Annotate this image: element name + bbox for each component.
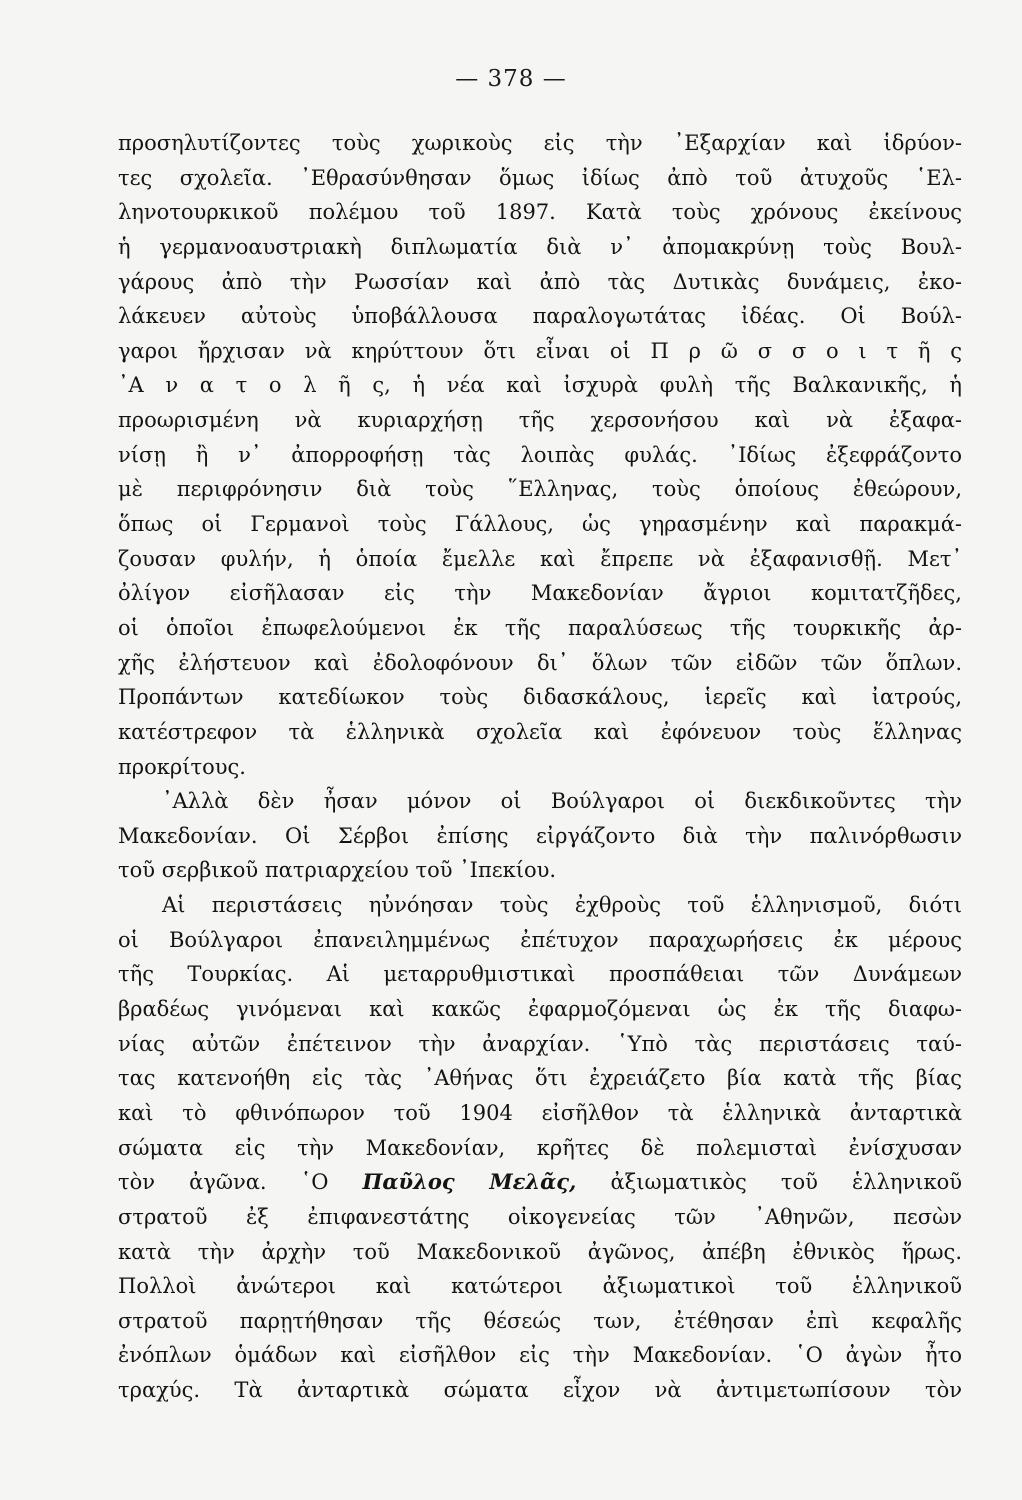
body-text (118, 126, 962, 1408)
text-line: Πολλοὶ ἀνώτεροι καὶ κατώτεροι ἀξιωματικοὶ τοῦ ἑλληνικοῦ (118, 1274, 962, 1299)
text-line: στρατοῦ παρῃτήθησαν τῆς θέσεώς των, ἐτέθησαν ἐπὶ κεφαλῆς (118, 1308, 962, 1333)
text-line: νίας αὐτῶν ἐπέτεινον τὴν ἀναρχίαν. ῾Υπὸ τὰς περιστάσεις ταύ- (118, 1031, 962, 1056)
text-line: προσηλυτίζοντες τοὺς χωρικοὺς εἰς τὴν ᾿Εξαρχίαν καὶ ἱδρύον- (118, 131, 962, 155)
text-line: μὲ περιφρόνησιν διὰ τοὺς ῞Ελληνας, τοὺς ὁποίους ἐθεώρουν, (118, 477, 962, 502)
text-line: ἡ γερμανοαυστριακὴ διπλωματία διὰ ν᾿ ἀπομακρύνῃ τοὺς Βουλ- (118, 234, 962, 259)
text-line: σώματα εἰς τὴν Μακεδονίαν, κρῆτες δὲ πολεμισταὶ ἐνίσχυσαν (118, 1135, 962, 1160)
text-line: ᾿Α ν α τ ο λ ῆ ς, ἡ νέα καὶ ἰσχυρὰ φυλὴ τῆς Βαλκανικῆς, ἡ (118, 373, 962, 398)
text-line: ὅπως οἱ Γερμανοὶ τοὺς Γάλλους, ὡς γηρασμένην καὶ παρακμά- (118, 512, 962, 537)
text-line: καὶ τὸ φθινόπωρον τοῦ 1904 εἰσῆλθον τὰ ἑλληνικὰ ἀνταρτικὰ (118, 1100, 962, 1125)
text-line: ὀλίγον εἰσῆλασαν εἰς τὴν Μακεδονίαν ἄγριοι κομιτατζῆδες, (118, 581, 962, 606)
text-line: οἱ ὁποῖοι ἐπωφελούμενοι ἐκ τῆς παραλύσεως τῆς τουρκικῆς ἀρ- (118, 615, 962, 640)
text-line: νίσῃ ἢ ν᾿ ἀπορροφήσῃ τὰς λοιπὰς φυλάς. ᾿Ιδίως ἐξεφράζοντο (118, 442, 962, 467)
text-segment: ἀξιωματικὸς τοῦ ἑλληνικοῦ (610, 1170, 962, 1195)
text-line: ᾿Αλλὰ δὲν ἦσαν μόνον οἱ Βούλγαροι οἱ διεκδικοῦντες τὴν (162, 789, 962, 814)
text-line: ἐνόπλων ὁμάδων καὶ εἰσῆλθον εἰς τὴν Μακεδονίαν. ῾Ο ἀγὼν ἦτο (118, 1343, 962, 1368)
text-line: τες σχολεῖα. ᾿Εθρασύνθησαν ὅμως ἰδίως ἀπὸ τοῦ ἀτυχοῦς ῾Ελ- (118, 165, 962, 190)
text-line: Προπάντων κατεδίωκον τοὺς διδασκάλους, ἱερεῖς καὶ ἰατρούς, (118, 685, 962, 710)
text-line: κατὰ τὴν ἀρχὴν τοῦ Μακεδονικοῦ ἀγῶνος, ἀπέβη ἐθνικὸς ἥρως. (118, 1239, 962, 1264)
text-line: λάκευεν αὐτοὺς ὑποβάλλουσα παραλογωτάτας ἰδέας. Οἱ Βούλ- (118, 304, 962, 329)
text-line: γαροι ἤρχισαν νὰ κηρύττουν ὅτι εἶναι οἱ Π ρ ῶ σ σ ο ι τ ῆ ς (118, 338, 962, 363)
text-line: γάρους ἀπὸ τὴν Ρωσσίαν καὶ ἀπὸ τὰς Δυτικὰς δυνάμεις, ἐκο- (118, 269, 962, 294)
text-line: βραδέως γινόμεναι καὶ κακῶς ἐφαρμοζόμεναι ὡς ἐκ τῆς διαφω- (118, 997, 962, 1022)
text-line: τας κατενοήθη εἰς τὰς ᾿Αθήνας ὅτι ἐχρειάζετο βία κατὰ τῆς βίας (118, 1066, 962, 1091)
text-line: Αἱ περιστάσεις ηὐνόησαν τοὺς ἐχθροὺς τοῦ ἑλληνισμοῦ, διότι (162, 893, 962, 918)
text-line: προωρισμένη νὰ κυριαρχήσῃ τῆς χερσονήσου καὶ νὰ ἐξαφα- (118, 408, 962, 433)
text-line-with-name (118, 1165, 962, 1200)
person-name-pavlos-melas: Παῦλος Μελᾶς, (362, 1169, 577, 1195)
text-line: χῆς ἐλήστευον καὶ ἐδολοφόνουν δι᾿ ὅλων τῶν εἰδῶν τῶν ὅπλων. (118, 650, 962, 675)
text-line: Μακεδονίαν. Οἱ Σέρβοι ἐπίσης εἰργάζοντο διὰ τὴν παλινόρθωσιν (118, 823, 962, 848)
text-line: ζουσαν φυλήν, ἡ ὁποία ἔμελλε καὶ ἔπρεπε νὰ ἐξαφανισθῇ. Μετ᾿ (118, 546, 962, 571)
text-segment: τὸν ἀγῶνα. ῾Ο (118, 1170, 329, 1195)
text-line: ληνοτουρκικοῦ πολέμου τοῦ 1897. Κατὰ τοὺς χρόνους ἐκείνους (118, 200, 962, 225)
page-number: — 378 — (455, 66, 567, 92)
text-line: προκρίτους. (118, 754, 246, 779)
text-line: οἱ Βούλγαροι ἐπανειλημμένως ἐπέτυχον παραχωρήσεις ἐκ μέρους (118, 927, 962, 952)
text-line: τοῦ σερβικοῦ πατριαρχείου τοῦ ᾿Ιπεκίου. (118, 858, 557, 883)
text-line: κατέστρεφον τὰ ἑλληνικὰ σχολεῖα καὶ ἐφόνευον τοὺς ἕλληνας (118, 719, 962, 744)
text-line: τραχύς. Τὰ ἀνταρτικὰ σώματα εἶχον νὰ ἀντιμετωπίσουν τὸν (118, 1378, 962, 1403)
text-line: στρατοῦ ἐξ ἐπιφανεστάτης οἰκογενείας τῶν ᾿Αθηνῶν, πεσὼν (118, 1204, 962, 1229)
text-line: τῆς Τουρκίας. Αἱ μεταρρυθμιστικαὶ προσπάθειαι τῶν Δυνάμεων (118, 962, 962, 987)
